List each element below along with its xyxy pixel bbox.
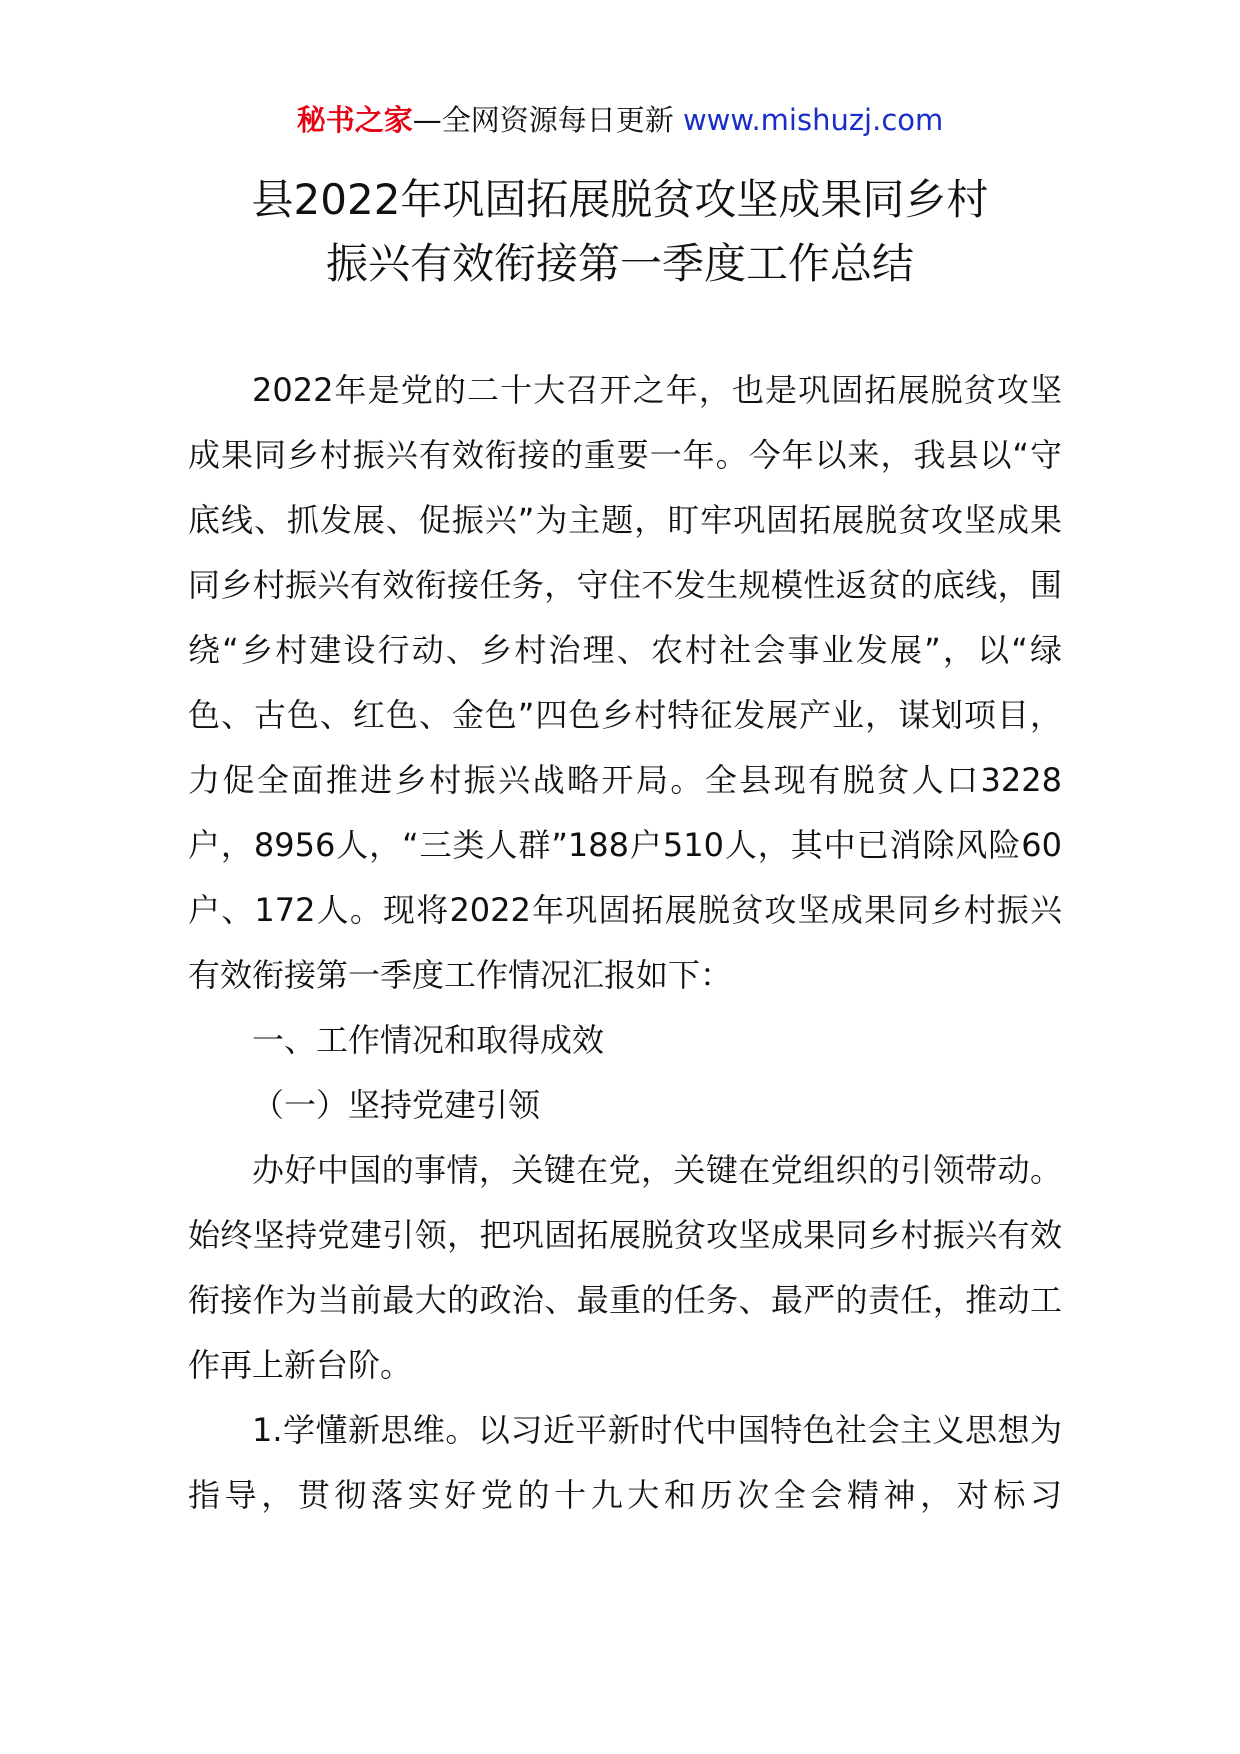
subsection-paragraph-1: 办好中国的事情，关键在党，关键在党组织的引领带动。始终坚持党建引领，把巩固拓展脱贫攻坚成果同乡村振兴有效衔接作为当前最大的政治、最重的任务、最严的责任，推动工作再上新台阶。 [188, 1151, 1062, 1384]
site-url-link[interactable]: www.mishuzj.com [682, 103, 944, 137]
title-line-1: 县2022年巩固拓展脱贫攻坚成果同乡村 [251, 175, 989, 224]
site-header [0, 100, 1240, 140]
document-title [0, 168, 1240, 296]
item-paragraph-1: 1.学懂新思维。以习近平新时代中国特色社会主义思想为指导，贯彻落实好党的十九大和历次全会精神，对标习 [188, 1411, 1062, 1514]
site-brand: 秘书之家 [296, 103, 413, 137]
subsection-heading-1: （一）坚持党建引领 [252, 1086, 541, 1124]
section-heading-1: 一、工作情况和取得成效 [252, 1021, 605, 1059]
document-body [188, 358, 1062, 1528]
title-line-2: 振兴有效衔接第一季度工作总结 [325, 239, 914, 288]
site-slogan: —全网资源每日更新 [412, 103, 674, 137]
intro-paragraph: 2022年是党的二十大召开之年，也是巩固拓展脱贫攻坚成果同乡村振兴有效衔接的重要一年。今年以来，我县以“守底线、抓发展、促振兴”为主题，盯牢巩固拓展脱贫攻坚成果同乡村振兴有效衔接任务，守住不发生规模性返贫的底线，围绕“乡村建设行动、乡村治理、农村社会事业发展”，以“绿色、古色、红色、金色”四色乡村特征发展产业，谋划项目，力促全面推进乡村振兴战略开局。全县现有脱贫人口3228户，8956人，“三类人群”188户510人，其中已消除风险60户、172人。现将2022年巩固拓展脱贫攻坚成果同乡村振兴有效衔接第一季度工作情况汇报如下： [188, 371, 1062, 994]
